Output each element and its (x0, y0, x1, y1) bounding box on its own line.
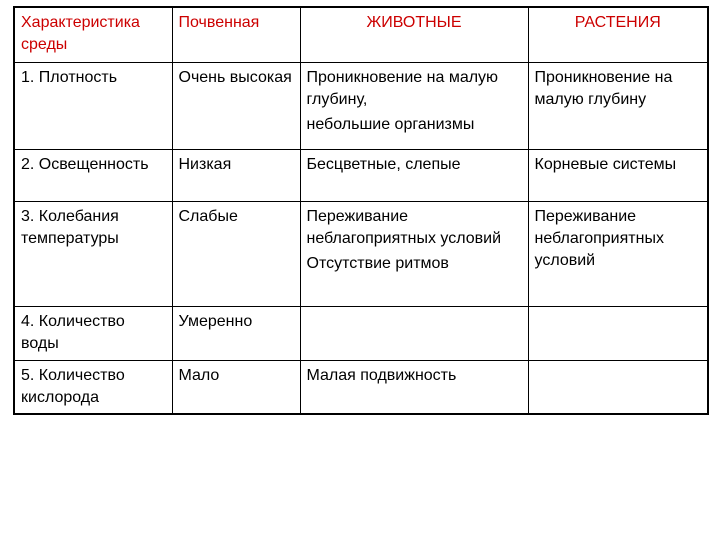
cell-animals: Малая подвижность (300, 360, 528, 414)
cell-soil: Слабые (172, 201, 300, 306)
cell-characteristic: 1. Плотность (14, 62, 172, 149)
cell-plants (528, 360, 708, 414)
table-row (14, 62, 708, 149)
cell-plants: Переживание неблагоприятных условий (528, 201, 708, 306)
header-soil: Почвенная (172, 7, 300, 62)
header-plants: РАСТЕНИЯ (528, 7, 708, 62)
cell-plants: Проникновение на малую глубину (528, 62, 708, 149)
cell-animals: Бесцветные, слепые (300, 149, 528, 201)
table-row (14, 360, 708, 414)
table-row (14, 201, 708, 306)
cell-soil: Умеренно (172, 306, 300, 360)
header-animals: ЖИВОТНЫЕ (300, 7, 528, 62)
cell-animals: Переживание неблагоприятных условий Отсутствие ритмов (300, 201, 528, 306)
cell-characteristic: 3. Колебания температуры (14, 201, 172, 306)
cell-animals (300, 306, 528, 360)
cell-animals: Проникновение на малую глубину, небольшие организмы (300, 62, 528, 149)
cell-plants (528, 306, 708, 360)
cell-characteristic: 5. Количество кислорода (14, 360, 172, 414)
header-row (14, 7, 708, 62)
table-row (14, 149, 708, 201)
soil-environment-table (13, 6, 709, 415)
cell-soil: Мало (172, 360, 300, 414)
cell-characteristic: 2. Освещенность (14, 149, 172, 201)
cell-characteristic: 4. Количество воды (14, 306, 172, 360)
header-characteristic: Характеристика среды (14, 7, 172, 62)
cell-soil: Низкая (172, 149, 300, 201)
table-row (14, 306, 708, 360)
cell-soil: Очень высокая (172, 62, 300, 149)
cell-plants: Корневые системы (528, 149, 708, 201)
